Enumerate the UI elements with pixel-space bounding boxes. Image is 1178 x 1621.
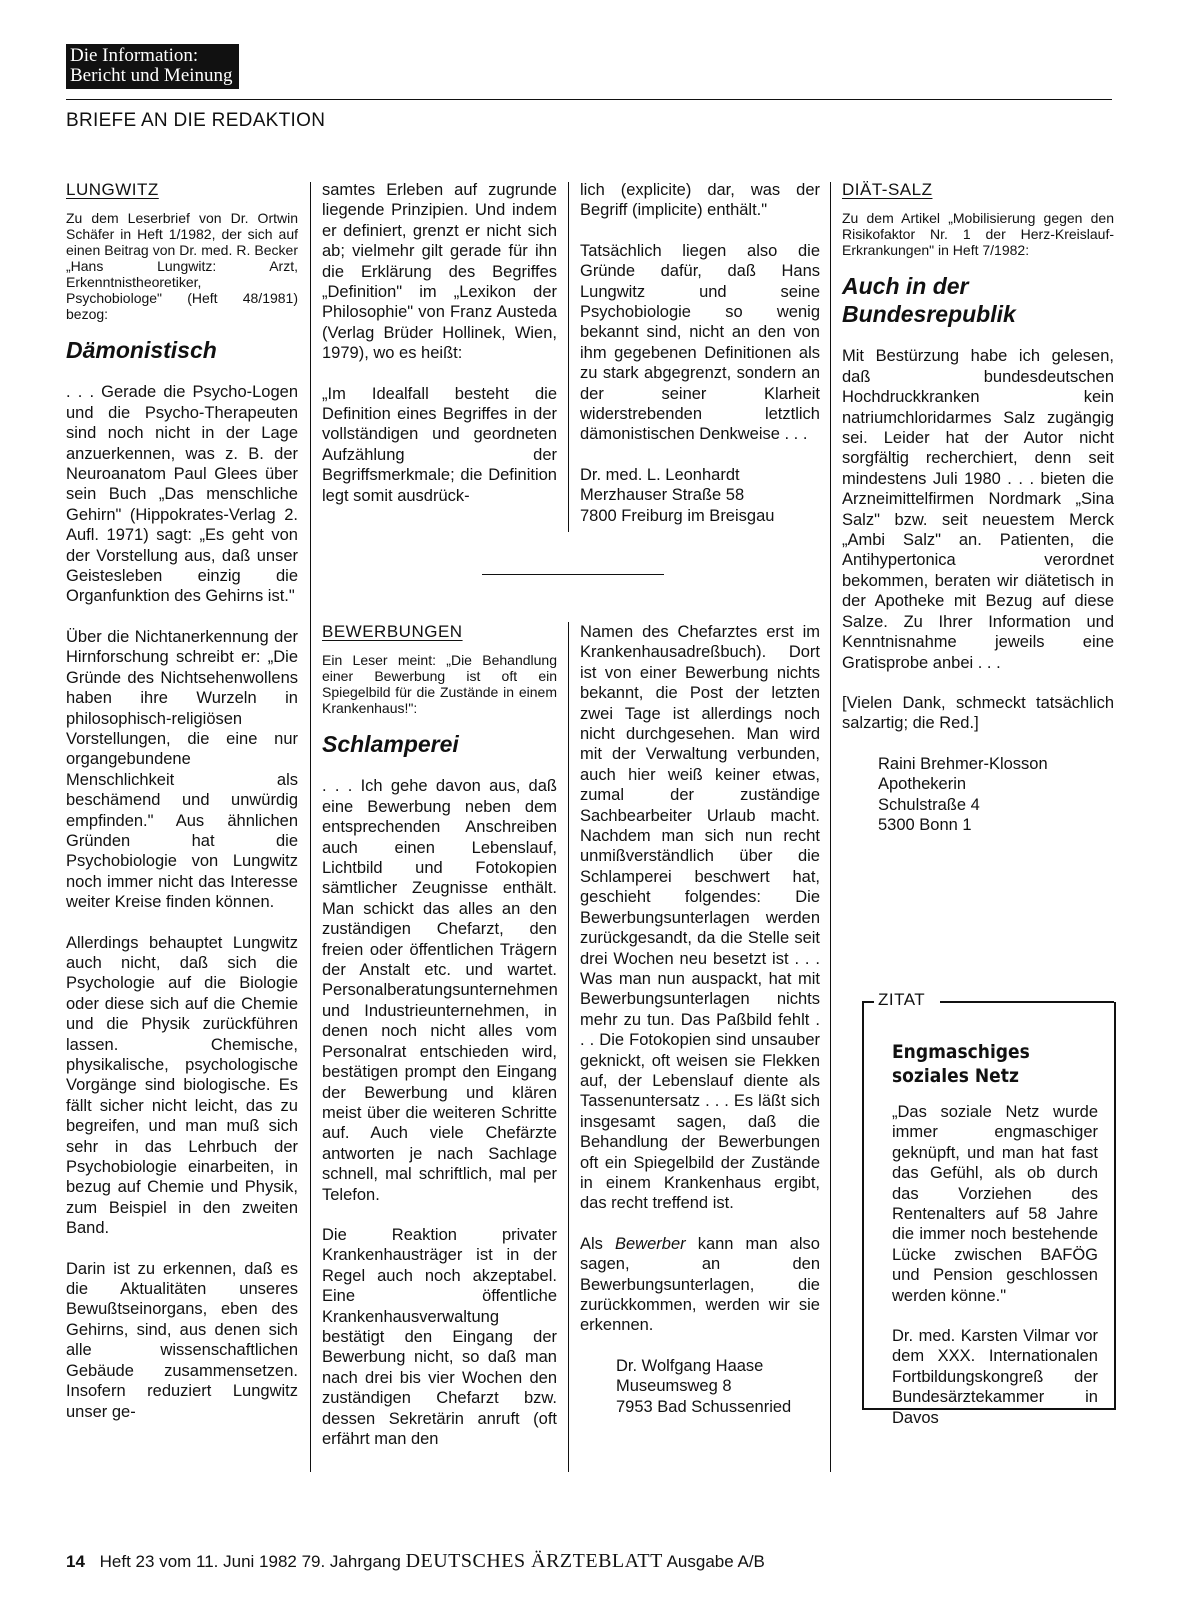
column-1: [66, 180, 298, 1422]
column-3-bottom: [580, 622, 820, 1417]
bewerbungen-paragraph-1: . . . Ich gehe davon aus, daß eine Bewerbung neben dem entsprechenden Anschreiben auch einen Lebenslauf, Lichtbild und Fotokopien sämtlicher Zeugnisse enthält. Man schickt das alles an den zuständigen Chefarzt, den freien oder öffentlichen Trägern der Anstalt etc. und wartet. Personalberatungsunternehmen und Industrieunternehmen, in denen noch nicht alles vom Personalrat entschieden wird, bestätigen prompt den Eingang der Bewerbung und klären meist über die weiteren Schritte auf. Auch viele Chefärzte antworten je nach Sachlage schnell, mal schriftlich, mal per Telefon.: [322, 777, 558, 1204]
edition: Ausgabe A/B: [666, 1552, 765, 1571]
lungwitz-paragraph-2: Über die Nichtanerkennung der Hirnforschung schreibt er: „Die Gründe des Nichtsehenwollens haben ihre Wurzeln in philosophisch-religiösen Vorstellungen, die eine nur organgebundene Menschlichkeit als beschämend und unwürdig empfinden." Aus ähnlichen Gründen hat die Psychobiologie von Lungwitz noch immer nicht das Interesse weiter Kreise finden können.: [66, 627, 298, 912]
lungwitz-signature-city: 7800 Freiburg im Breisgau: [580, 506, 775, 525]
page-footer: [66, 1550, 765, 1573]
headline-daemonistisch: Dämonistisch: [66, 337, 217, 364]
journal-name: DEUTSCHES ÄRZTEBLATT: [405, 1550, 663, 1572]
zitat-box-top-right: [940, 1001, 1114, 1003]
column-divider-2-top: [568, 182, 569, 532]
headline-bundesrepublik: [842, 272, 1114, 328]
bewerbungen-p4-post: kann man also sagen, an den Bewerbungsunterlagen, die zurückkommen, werden wir sie erkennen.: [580, 1234, 820, 1335]
bewerbungen-signature-city: 7953 Bad Schussenried: [616, 1397, 792, 1416]
headline-line-1: Auch in der: [842, 273, 969, 300]
zitat-content: [892, 1040, 1098, 1428]
zitat-title-line-2: soziales Netz: [892, 1065, 1019, 1087]
lungwitz-signature-name: Dr. med. L. Leonhardt: [580, 465, 740, 484]
diaet-signature-role: Apothekerin: [878, 775, 967, 794]
kicker-zitat: ZITAT: [878, 990, 926, 1009]
diaet-paragraph-1: Mit Bestürzung habe ich gelesen, daß bundesdeutschen Hochdruckkranken kein natriumchloridarmes Salz zugängig sei. Leider hat der Autor nicht sorgfältig recherchiert, denn seit mindestens Juli 1980 . . . bieten die Arzneimittelfirmen Nordmark „Sina Salz" bzw. seit neuestem Merck „Ambi Salz" an. Patienten, die Antihypertonica verordnet bekommen, beraten wir diätetisch in der Apotheke mit Bezug auf diese Salze. Zu Ihrer Information und Kenntnisnahme jeweils eine Gratisprobe anbei . . .: [842, 347, 1114, 672]
diaet-signature-name: Raini Brehmer-Klosson: [878, 754, 1048, 773]
column-divider-1: [310, 182, 311, 1472]
bewerbungen-paragraph-3: Namen des Chefarztes erst im Krankenhausadreßbuch). Dort ist von einer Bewerbung nichts bekannt, die Post der letzten zwei Tage ist allerdings noch nicht durchgesehen. Man wird mit der Verwaltung verbunden, auch hier weiß keiner etwas, zumal der zuständige Sachbearbeiter Urlaub macht. Nachdem man sich nun recht unmißverständlich über die Schlamperei beschwert hat, geschieht folgendes: Die Bewerbungsunterlagen werden zurückgesandt, da die Stelle seit drei Wochen neu besetzt ist . . . Was man nun auspackt, hat mit Bewerbungsunterlagen nichts mehr zu tun. Das Paßbild fehlt . . . Die Fotokopien sind unsauber geknickt, oft weisen sie Flekken auf, der Lebenslauf diente als Tassenuntersatz . . . Es läßt sich insgesamt sagen, daß die Behandlung der Bewerbungen oft ein Spiegelbild der Zustände in einem Krankenhaus ergibt, das recht treffend ist.: [580, 623, 820, 1213]
zitat-quote: „Das soziale Netz wurde immer engmaschiger geknüpft, und man hat fast das Gefühl, als ob durch das Vorziehen des Rentenalters auf 58 Jahre die immer noch bestehende Lücke zwischen BAFÖG und Pension geschlossen werden könne.": [892, 1103, 1098, 1305]
column-3-top: [580, 180, 820, 526]
lungwitz-paragraph-3: Allerdings behauptet Lungwitz auch nicht, daß sich die Psychologie auf die Biologie oder diese sich auf die Chemie und die Physik zurückführen lassen. Chemische, physikalische, psychologische Vorgänge sind biologische. Es fällt sicher nicht leicht, das zu begreifen, und man muß sich sehr in das Lehrbuch der Psychobiologie einarbeiten, in bezug auf Chemie und Physik, zum Beispiel in den zweiten Band.: [66, 933, 298, 1238]
bewerbungen-p4-em: Bewerber: [615, 1234, 686, 1253]
column-divider-3: [830, 182, 831, 1472]
lungwitz-paragraph-8: Tatsächlich liegen also die Gründe dafür, daß Hans Lungwitz und seine Psychobiologie so wenig bekannt sind, nicht an den von ihm gegebenen Definitionen als zu stark abgegrenzt, sondern an der seiner Klarheit widerstrebenden letztlich dämonistischen Denkweise . . .: [580, 241, 820, 444]
intro-bewerbungen: Ein Leser meint: „Die Behandlung einer Bewerbung ist oft ein Spiegelbild für die Zustände in einem Krankenhaus!":: [322, 652, 557, 717]
column-4: [842, 180, 1114, 835]
lungwitz-paragraph-7: lich (explicite) dar, was der Begriff (implicite) enthält.": [580, 181, 820, 220]
lungwitz-signature-street: Merzhauser Straße 58: [580, 486, 745, 505]
kicker-diaet-salz: DIÄT-SALZ: [842, 180, 933, 199]
column-2-bottom: [322, 622, 557, 1449]
zitat-title: [892, 1040, 1077, 1088]
headline-line-2: Bundesrepublik: [842, 301, 1016, 328]
lungwitz-paragraph-4: Darin ist zu erkennen, daß es die Aktualitäten unseres Bewußtseinorgans, eben des Gehirns, sind, aus denen sich alle wissenschaftlichen Gebäude zusammensetzen. Insofern reduziert Lungwitz unser ge-: [66, 1259, 298, 1421]
bewerbungen-signature-street: Museumsweg 8: [616, 1377, 732, 1396]
article-separator: [482, 574, 664, 575]
zitat-title-line-1: Engmaschiges: [892, 1041, 1030, 1063]
column-2-top: [322, 180, 557, 506]
bewerbungen-paragraph-4: [580, 1234, 820, 1336]
diaet-signature-city: 5300 Bonn 1: [878, 815, 972, 834]
bewerbungen-paragraph-2: Die Reaktion privater Krankenhausträger ist in der Regel auch noch akzeptabel. Eine öffentliche Krankenhausverwaltung bestätigt den Eingang der Bewerbung nicht, so daß man nach drei bis vier Wochen den zuständigen Chefarzt bzw. dessen Sekretärin anruft (oft erfährt man den: [322, 1225, 557, 1448]
kicker-bewerbungen: BEWERBUNGEN: [322, 622, 463, 641]
badge-line-2: Bericht und Meinung: [70, 65, 233, 86]
intro-lungwitz: Zu dem Leserbrief von Dr. Ortwin Schäfer in Heft 1/1982, der sich auf einen Beitrag von Dr. med. R. Becker „Hans Lungwitz: Arzt, Erkenntnistheoretiker, Psychobiologe" (Heft 48/1981) bezog:: [66, 210, 298, 323]
headline-schlamperei: Schlamperei: [322, 731, 459, 758]
badge-line-1: Die Information:: [70, 45, 199, 66]
kicker-lungwitz: LUNGWITZ: [66, 180, 159, 199]
intro-diaet-salz: Zu dem Artikel „Mobilisierung gegen den Risikofaktor Nr. 1 der Herz-Kreislauf-Erkrankungen" in Heft 7/1982:: [842, 210, 1114, 259]
header-rule: [66, 99, 1112, 100]
diaet-signature-street: Schulstraße 4: [878, 795, 980, 814]
column-divider-2-bottom: [568, 622, 569, 1472]
zitat-source: Dr. med. Karsten Vilmar vor dem XXX. Internationalen Fortbildungskongreß der Bundesärztekammer in Davos: [892, 1327, 1098, 1427]
issue-info: Heft 23 vom 11. Juni 1982 79. Jahrgang: [99, 1552, 401, 1571]
bewerbungen-p4-pre: Als: [580, 1234, 615, 1253]
zitat-box-top-left: [862, 1001, 874, 1003]
lungwitz-paragraph-1: . . . Gerade die Psycho-Logen und die Psycho-Therapeuten sind noch nicht in der Lage anzuerkennen, was z. B. der Neuroanatom Paul Glees über sein Buch „Das menschliche Gehirn" (Hippokrates-Verlag 2. Aufl. 1971) sagt: „Es geht von der Vorstellung aus, daß unser Geistesleben einzig die Organfunktion des Gehirns ist.": [66, 383, 298, 606]
lungwitz-paragraph-6: „Im Idealfall besteht die Definition eines Begriffes in der vollständigen und geordneten Aufzählung der Begriffsmerkmale; die Definition legt somit ausdrück-: [322, 384, 557, 505]
page-number: 14: [66, 1552, 85, 1571]
section-badge: [66, 44, 239, 89]
diaet-paragraph-2: [Vielen Dank, schmeckt tatsächlich salzartig; die Red.]: [842, 693, 1114, 733]
lungwitz-paragraph-5: samtes Erleben auf zugrunde liegende Prinzipien. Und indem er definiert, grenzt er nicht sich ab; vielmehr gilt gerade für ihn die Erklärung des Begriffes „Definition" im „Lexikon der Philosophie" von Franz Austeda (Verlag Brüder Hollinek, Wien, 1979), wo es heißt:: [322, 181, 557, 363]
section-title: BRIEFE AN DIE REDAKTION: [66, 110, 326, 131]
bewerbungen-signature-name: Dr. Wolfgang Haase: [616, 1356, 764, 1375]
